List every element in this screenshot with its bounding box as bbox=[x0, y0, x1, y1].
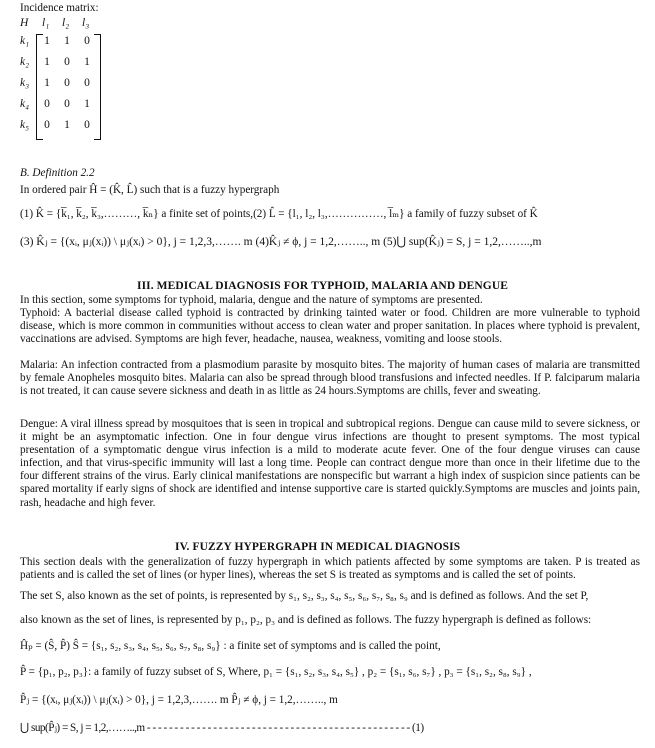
matrix-right-bracket bbox=[94, 34, 101, 140]
matrix-cell: 1 bbox=[84, 98, 90, 110]
matrix-cell: 0 bbox=[64, 77, 70, 89]
section-4-paragraph-1: This section deals with the generalization of fuzzy hypergraph in which patients affected by some symptoms are taken. P is treated as patients and is called the set of lines (or hyper lines), whereas the set S is treated as symptoms and is called the set of points. bbox=[20, 556, 640, 582]
matrix-row-label: k₁ bbox=[20, 35, 30, 47]
matrix-cell: 1 bbox=[44, 35, 50, 47]
matrix-caption: Incidence matrix: bbox=[20, 2, 99, 14]
section-3-intro: In this section, some symptoms for typhoid, malaria, dengue and the nature of symptoms are presented. bbox=[20, 294, 483, 306]
matrix-col-header: l₁ bbox=[42, 17, 50, 29]
matrix-corner: H bbox=[20, 17, 29, 29]
matrix-cell: 0 bbox=[84, 77, 90, 89]
matrix-row-label: k₅ bbox=[20, 119, 30, 131]
matrix-row-label: k₃ bbox=[20, 77, 30, 89]
matrix-row-label: k₄ bbox=[20, 98, 30, 110]
matrix-cell: 1 bbox=[64, 35, 70, 47]
definition-heading: B. Definition 2.2 bbox=[20, 167, 95, 179]
matrix-cell: 0 bbox=[84, 35, 90, 47]
matrix-cell: 0 bbox=[64, 56, 70, 68]
section-4-paragraph-3: also known as the set of lines, is represented by p₁, p₂, p₃ and is defined as follows. The fuzzy hypergraph is defined as follows: bbox=[20, 614, 592, 626]
malaria-paragraph: Malaria: An infection contracted from a plasmodium parasite by mosquito bites. The majority of human cases of malaria are transmitted by female Anopheles mosquito bites. Malaria can also be spread through blood transfusions and infected needles. If P. falciparum malaria is not treated, it can cause severe sickness and death in as little as 24 hours.Symptoms are chills, fever and sweating. bbox=[20, 359, 640, 398]
matrix-row-label: k₂ bbox=[20, 56, 30, 68]
matrix-cell: 1 bbox=[44, 56, 50, 68]
matrix-cell: 1 bbox=[84, 56, 90, 68]
matrix-col-header: l₂ bbox=[62, 17, 70, 29]
matrix-cell: 0 bbox=[44, 119, 50, 131]
definition-line-2: (3) K̂ⱼ = {(xᵢ, μⱼ(xᵢ)) \ μⱼ(xᵢ) > 0}, j = 1,2,3,……. m (4)K̂ⱼ ≠ ϕ, j = 1,2,…….., m (5)⋃ sup(K̂ⱼ) = S, j = 1,2,……..,m bbox=[20, 236, 542, 248]
equation-family: P̂ = {p₁, p₂, p₃}: a family of fuzzy subset of S, Where, p₁ = {s₁, s₂, s₃, s₄, s₅} , p₂ = {s₁, s₆, s₇} , p₃ = {s₁, s₂, s₈, s₉} , bbox=[20, 666, 532, 678]
definition-line-1: (1) K̂ = {k̅₁, k̅₂, k̅₃,………, k̅ₙ} a finite set of points,(2) L̂ = {l₁, l₂, l₃,……………, l̅ₘ} a family of fuzzy subset of K̂ bbox=[20, 208, 538, 220]
matrix-cell: 0 bbox=[84, 119, 90, 131]
typhoid-paragraph: Typhoid: A bacterial disease called typhoid is contracted by drinking tainted water or food. Children are more vulnerable to typhoid disease, which is more common in communities without access to clean water and proper sanitation. In places where typhoid is prevalent, vaccinations are advised. Symptoms are high fever, headache, nausea, weakness, vomiting and loose stools. bbox=[20, 307, 640, 346]
matrix-col-header: l₃ bbox=[82, 17, 90, 29]
equation-fuzzy-subset: P̂ⱼ = {(xᵢ, μⱼ(xᵢ)) \ μⱼ(xᵢ) > 0}, j = 1,2,3,……. m P̂ⱼ ≠ ϕ, j = 1,2,…….., m bbox=[20, 694, 338, 706]
definition-intro: In ordered pair Ĥ = (K̂, L̂) such that is a fuzzy hypergraph bbox=[20, 184, 280, 196]
matrix-cell: 1 bbox=[44, 77, 50, 89]
equation-hypergraph: Ĥₚ = (Ŝ, P̂) Ŝ = {s₁, s₂, s₃, s₄, s₅, s₆, s₇, s₈, s₉} : a finite set of symptoms and is called the point, bbox=[20, 640, 441, 652]
section-4-heading: IV. FUZZY HYPERGRAPH IN MEDICAL DIAGNOSIS bbox=[175, 541, 461, 553]
matrix-cell: 0 bbox=[44, 98, 50, 110]
section-3-heading: III. MEDICAL DIAGNOSIS FOR TYPHOID, MALARIA AND DENGUE bbox=[137, 280, 509, 292]
matrix-cell: 0 bbox=[64, 98, 70, 110]
section-4-paragraph-2: The set S, also known as the set of points, is represented by s₁, s₂, s₃, s₄, s₅, s₆, s₇, s₈, s₉ and is defined as follows. And the set P, bbox=[20, 590, 589, 602]
dengue-paragraph: Dengue: A viral illness spread by mosquitoes that is seen in tropical and subtropical regions. Dengue can cause mild to severe sickness, or it might be an asymptomatic infection. One in four dengue virus infections are thought to present symptoms. The most typical presentation of a symptomatic dengue virus infection is a mild to moderate acute fever. One of the four dengue viruses can cause infection, and that virus-specific immunity will last a long time. People can contract dengue more than once in their lifetime due to the four different strains of the virus. Early clinical manifestations are nonspecific but warrant a high index of suspicion since patients can be spared mortality if early signs of shock are identified and intense supportive care is started quickly.Symptoms are muscles and joints pain, rash, headache and high fever. bbox=[20, 418, 640, 509]
equation-union: ⋃ sup(P̂ⱼ) = S, j = 1,2,……..,m - - - - - - - - - - - - - - - - - - - - - - - - - - - - - - - - - - - - - - - - - - - - - - - - (1) bbox=[20, 722, 424, 734]
matrix-cell: 1 bbox=[64, 119, 70, 131]
